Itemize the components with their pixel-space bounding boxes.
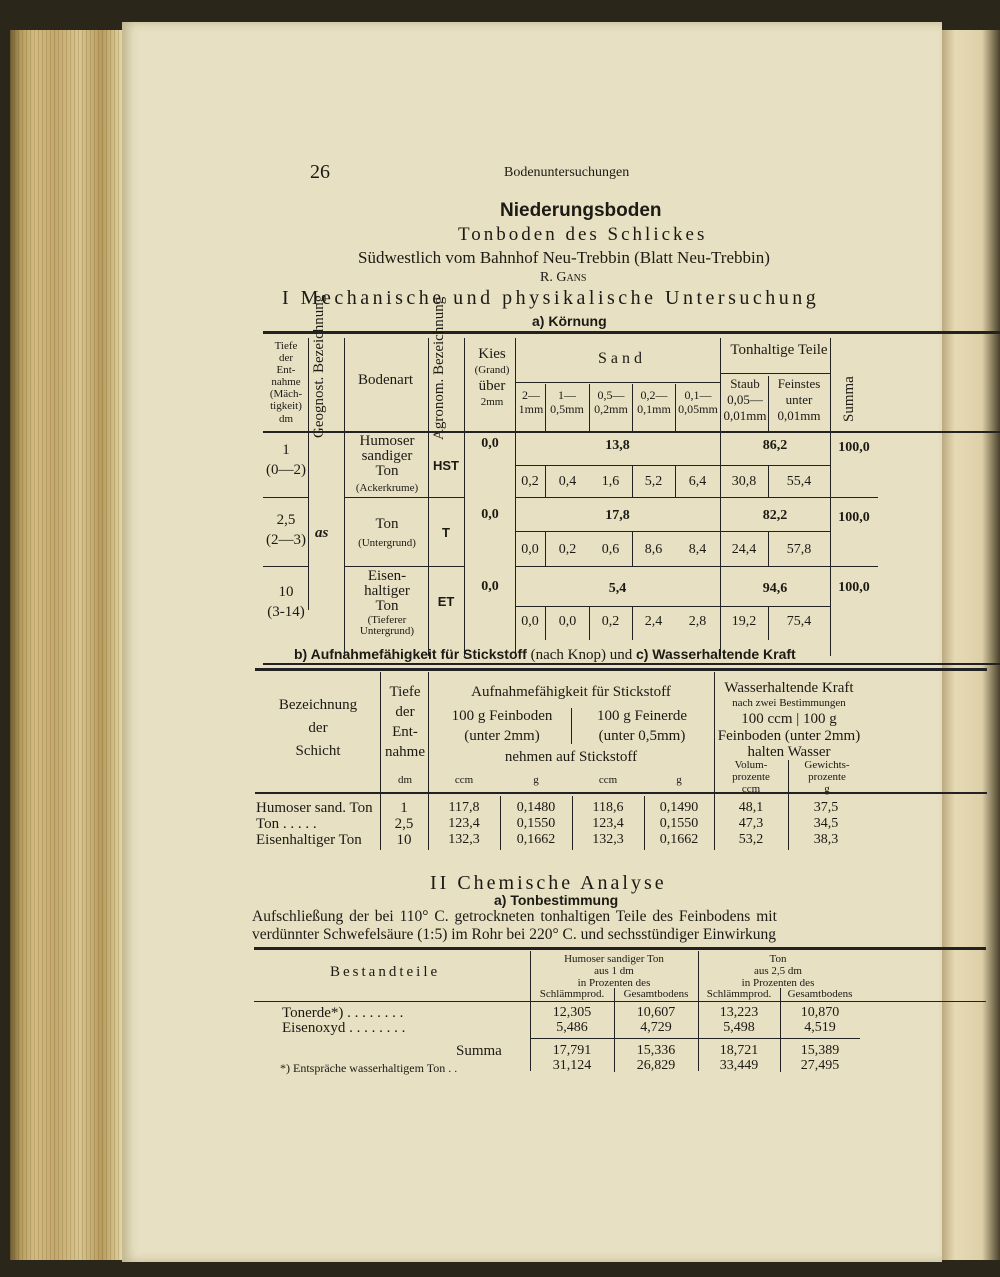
- section1-b-label: b) Aufnahmefähigkeit für Stickstoff: [294, 646, 527, 662]
- t1-row-rule: [720, 497, 830, 498]
- t1-row-note: (Ackerkrume): [355, 482, 419, 494]
- t1-header-sand-col: 0,2— 0,1mm: [637, 388, 671, 416]
- t3-cell: 27,495: [800, 1058, 840, 1073]
- t3-cell: 12,305: [552, 1005, 592, 1020]
- t1-header-sand-col: 0,1— 0,05mm: [678, 388, 718, 416]
- t3-cell: 5,498: [723, 1020, 755, 1035]
- t1-sand-rule: [515, 382, 721, 383]
- t1-cell: 0,0: [521, 614, 539, 629]
- t1-cell: 19,2: [731, 614, 757, 629]
- t2-header-tiefe-unit: dm: [397, 774, 413, 786]
- t1-top-rule: [263, 331, 1000, 334]
- t1-cell: 0,6: [601, 542, 620, 557]
- t3-header-group2: Ton aus 2,5 dm in Prozenten des: [741, 953, 815, 990]
- t1-cell: 1,6: [601, 474, 620, 489]
- section1-sub-a: a) Körnung: [532, 313, 607, 329]
- t3-cell: 26,829: [636, 1058, 676, 1073]
- t1-row-depth: 1 (0—2): [266, 442, 306, 478]
- t1-vline: [675, 466, 676, 497]
- section2-para-line1: Aufschließung der bei 110° C. getrockneten tonhaltigen Teile des Feinbodens mit: [252, 908, 777, 925]
- t3-cell: 18,721: [719, 1043, 759, 1058]
- t3-row-name: Eisenoxyd . . . . . . . .: [282, 1020, 406, 1036]
- t3-cell: 31,124: [552, 1058, 592, 1073]
- t1-vline: [545, 607, 546, 640]
- t1-cell: 55,4: [786, 474, 812, 489]
- t1-row-rule: [720, 566, 830, 567]
- t1-row-rule: [515, 497, 721, 498]
- title-sub: Tonboden des Schlickes: [458, 224, 708, 245]
- t1-row-depth: 2,5 (2—3): [266, 512, 306, 548]
- t3-header-sub: Schlämmprod.: [706, 988, 772, 1000]
- t3-cell: 5,486: [556, 1020, 588, 1035]
- t1-row-sand-total: 5,4: [608, 581, 627, 596]
- t2-header-unit: ccm: [454, 774, 474, 786]
- t2-cell: 123,4: [448, 816, 480, 831]
- t1-row-sand-total: 13,8: [605, 438, 630, 453]
- t1-vline: [464, 338, 465, 656]
- t1-cell: 8,6: [644, 542, 663, 557]
- title-location: Südwestlich vom Bahnhof Neu-Trebbin (Blatt Neu-Trebbin): [358, 248, 770, 267]
- t1-vline: [589, 607, 590, 640]
- t1-cell: 0,4: [558, 474, 577, 489]
- t3-cell: 33,449: [719, 1058, 759, 1073]
- t1-row-rule: [720, 531, 830, 532]
- t3-header-sub: Gesamtbodens: [623, 988, 689, 1000]
- page-number: 26: [310, 161, 330, 183]
- t1-row-rule: [720, 606, 830, 607]
- t1-row-ton-total: 82,2: [762, 508, 788, 523]
- title-author: R. Gans: [540, 270, 587, 285]
- t1-row-rule: [263, 566, 308, 567]
- t1-row-ton-total: 86,2: [762, 438, 788, 453]
- t1-header-sand: Sand: [598, 350, 646, 367]
- t1-cell: 0,2: [601, 614, 620, 629]
- t1-row-rule: [344, 497, 428, 498]
- t1-cell: 57,8: [786, 542, 812, 557]
- t2-cell: 0,1550: [659, 816, 699, 831]
- t2-header-rule: [255, 792, 987, 794]
- t2-header-tiefe: Tiefe der Ent- nahme: [385, 684, 425, 760]
- t1-vline: [545, 384, 546, 432]
- t2-row-depth: 1: [400, 800, 408, 816]
- t3-cell: 10,607: [636, 1005, 676, 1020]
- t3-header-bestand: Bestandteile: [330, 964, 441, 980]
- t1-cell: 30,8: [731, 474, 757, 489]
- t1-row-note: (Untergrund): [358, 537, 416, 549]
- t1-header-sand-col: 1— 0,5mm: [550, 388, 584, 416]
- t1-row-rule: [428, 566, 464, 567]
- t1-vline: [545, 532, 546, 566]
- t2-header-volum: Volum- prozente ccm: [732, 759, 770, 796]
- t2-header-bez: Bezeichnung der Schicht: [278, 697, 358, 759]
- t1-row-kies: 0,0: [481, 579, 499, 594]
- t2-cell: 0,1550: [516, 816, 556, 831]
- t2-top-rule: [255, 668, 987, 671]
- t2-cell: 0,1662: [516, 832, 556, 847]
- book-page: [122, 22, 942, 1262]
- t1-row-rule: [515, 566, 721, 567]
- t3-cell: 15,336: [636, 1043, 676, 1058]
- t2-header-unit: ccm: [598, 774, 618, 786]
- t1-vline: [632, 607, 633, 640]
- t1-row-kies: 0,0: [481, 436, 499, 451]
- t3-header-group1: Humoser sandiger Ton aus 1 dm in Prozenten des: [564, 953, 664, 990]
- t3-cell: 17,791: [552, 1043, 592, 1058]
- t1-vline: [308, 338, 309, 610]
- t1-row-summa: 100,0: [838, 580, 870, 595]
- t3-header-sub: Schlämmprod.: [539, 988, 605, 1000]
- t1-row-rule: [830, 497, 878, 498]
- section1-c-label: c) Wasserhaltende Kraft: [635, 646, 796, 662]
- t1-cell: 0,0: [521, 542, 539, 557]
- running-title: Bodenuntersuchungen: [504, 165, 630, 180]
- t1-row-bodenart: Ton: [375, 516, 399, 532]
- t2-row-name: Eisenhaltiger Ton: [256, 832, 362, 848]
- t1-cell: 6,4: [688, 474, 707, 489]
- t1-row-note: (Tieferer Untergrund): [359, 614, 415, 637]
- t2-header-wk-fb: Feinboden (unter 2mm): [717, 728, 861, 744]
- t2-header-wk-halten: halten Wasser: [747, 744, 831, 760]
- t1-cell: 75,4: [786, 614, 812, 629]
- t2-row-name: Humoser sand. Ton: [256, 800, 373, 816]
- t3-header-sub: Gesamtbodens: [787, 988, 853, 1000]
- section1-b-mid: (nach Knop) und: [530, 647, 633, 663]
- t1-row-bodenart: Eisen- haltiger Ton: [364, 568, 410, 614]
- t1-row-summa: 100,0: [838, 510, 870, 525]
- section1-bc-heading: [294, 646, 796, 664]
- section2-heading: II Chemische Analyse: [430, 872, 667, 894]
- t2-cell: 118,6: [592, 800, 624, 815]
- t1-header-feinstes: Feinstes unter 0,01mm: [777, 376, 821, 423]
- t1-vline: [632, 532, 633, 566]
- t1-header-summa: Summa: [841, 376, 857, 422]
- t1-vline: [768, 466, 769, 497]
- t1-cell: 24,4: [731, 542, 757, 557]
- t3-row-name: Summa: [456, 1043, 502, 1059]
- t1-row-rule: [428, 497, 464, 498]
- t2-header-unit: g: [676, 774, 682, 786]
- t1-header-sand-col: 0,5— 0,2mm: [594, 388, 628, 416]
- book-page-edges-left: [10, 30, 122, 1260]
- t2-header-auf: Aufnahmefähigkeit für Stickstoff: [471, 684, 671, 700]
- t2-header-fb: 100 g Feinboden (unter 2mm): [451, 708, 553, 744]
- t3-cell: 13,223: [719, 1005, 759, 1020]
- t1-header-tiefe: Tiefe der Ent- nahme (Mäch- tigkeit) dm: [269, 340, 303, 425]
- t3-sum-rule: [530, 1038, 860, 1039]
- section2-sub-a: a) Tonbestimmung: [494, 892, 619, 908]
- t1-header-bodenart: Bodenart: [358, 372, 413, 388]
- t1-row-rule: [344, 566, 428, 567]
- t3-cell: 10,870: [800, 1005, 840, 1020]
- t3-cell: 4,729: [640, 1020, 672, 1035]
- t3-row-name: Tonerde*) . . . . . . . .: [282, 1005, 404, 1021]
- t3-header-rule: [254, 1001, 986, 1002]
- t2-cell: 48,1: [738, 800, 764, 815]
- t3-top-rule: [254, 947, 986, 950]
- t2-row-depth: 10: [396, 832, 412, 848]
- t1-cell: 2,8: [688, 614, 707, 629]
- t3-row-name: *) Entspräche wasserhaltigem Ton . .: [280, 1061, 458, 1075]
- t2-cell: 53,2: [738, 832, 764, 847]
- t1-row-rule: [830, 566, 878, 567]
- t1-row-summa: 100,0: [838, 440, 870, 455]
- t2-cell: 38,3: [813, 832, 839, 847]
- t2-header-unit: g: [533, 774, 539, 786]
- t2-cell: 132,3: [448, 832, 480, 847]
- t2-header-wk-note: nach zwei Bestimmungen: [732, 697, 846, 709]
- t2-cell: 117,8: [448, 800, 480, 815]
- t2-vline: [788, 760, 789, 796]
- t1-row-depth: 10 (3-14): [267, 584, 305, 620]
- t3-cell: 15,389: [800, 1043, 840, 1058]
- t2-cell: 132,3: [592, 832, 624, 847]
- t1-row-sand-total: 17,8: [605, 508, 630, 523]
- t1-cell: 0,0: [558, 614, 577, 629]
- title-main: Niederungsboden: [500, 200, 662, 221]
- t3-cell: 4,519: [804, 1020, 836, 1035]
- t1-header-geognost: Geognost. Bezeichnung: [311, 294, 327, 438]
- t2-header-fe: 100 g Feinerde (unter 0,5mm): [597, 708, 687, 744]
- t2-header-wk: Wasserhaltende Kraft: [724, 680, 854, 696]
- t1-header-kies: Kies (Grand) über 2mm: [474, 346, 510, 409]
- t2-header-gewicht: Gewichts- prozente g: [804, 759, 850, 796]
- t1-geognost-value: as: [315, 525, 329, 541]
- t1-vline: [768, 607, 769, 640]
- t2-cell: 123,4: [592, 816, 624, 831]
- t1-header-agronom: Agronom. Bezeichnung: [431, 296, 447, 440]
- t1-ton-rule: [720, 373, 830, 374]
- t2-header-nehmen: nehmen auf Stickstoff: [504, 749, 638, 765]
- t2-vline: [571, 708, 572, 744]
- t2-cell: 37,5: [813, 800, 839, 815]
- t1-row-agronom: ET: [437, 594, 455, 609]
- t2-header-wk-line: 100 ccm | 100 g: [741, 711, 837, 727]
- t1-row-agronom: T: [442, 525, 450, 540]
- t1-cell: 0,2: [521, 474, 539, 489]
- t1-vline: [545, 466, 546, 497]
- section2-para-line2: verdünnter Schwefelsäure (1:5) im Rohr bei 220° C. und sechsstündiger Einwirkung: [252, 926, 777, 943]
- t1-row-agronom: HST: [433, 458, 459, 473]
- t1-vline: [632, 466, 633, 497]
- t1-row-ton-total: 94,6: [762, 581, 788, 596]
- t1-header-sand-col: 2— 1mm: [518, 388, 544, 416]
- t2-cell: 0,1480: [516, 800, 556, 815]
- t1-row-kies: 0,0: [481, 507, 499, 522]
- book-page-edges-right: [940, 30, 1000, 1260]
- t1-cell: 5,2: [644, 474, 663, 489]
- t1-cell: 8,4: [688, 542, 707, 557]
- t1-cell: 0,2: [558, 542, 577, 557]
- t1-header-ton: Tonhaltige Teile: [730, 342, 828, 358]
- t1-row-rule: [720, 465, 830, 466]
- t2-cell: 47,3: [738, 816, 764, 831]
- t2-cell: 0,1662: [659, 832, 699, 847]
- t2-cell: 0,1490: [659, 800, 699, 815]
- t2-row-depth: 2,5: [394, 816, 414, 832]
- section1-heading: I Mechanische und physikalische Untersuchung: [282, 287, 820, 309]
- t1-vline: [768, 532, 769, 566]
- t1-cell: 2,4: [644, 614, 663, 629]
- t2-row-name: Ton . . . . .: [256, 816, 317, 832]
- t1-row-rule: [263, 497, 308, 498]
- t2-cell: 34,5: [813, 816, 839, 831]
- t1-row-bodenart: Humoser sandiger Ton: [359, 433, 415, 479]
- t1-header-staub: Staub 0,05— 0,01mm: [723, 376, 767, 423]
